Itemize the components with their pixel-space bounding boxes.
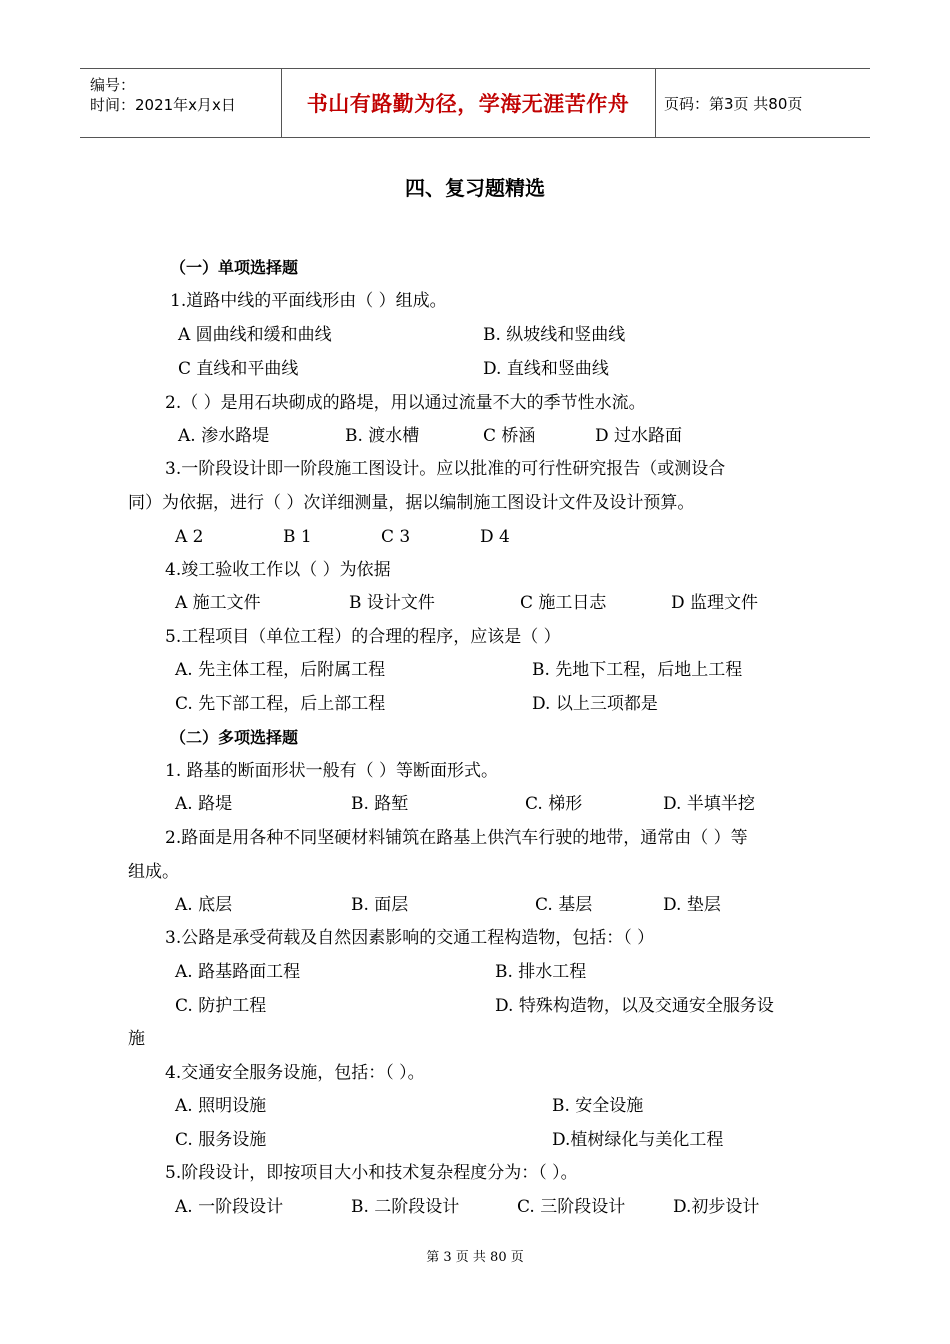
option-continuation: 施 <box>128 1029 145 1049</box>
header-divider <box>655 69 656 137</box>
option: B 设计文件 <box>349 593 435 613</box>
option: B. 面层 <box>351 895 409 915</box>
option: D. 直线和竖曲线 <box>483 359 609 379</box>
question-stem: 4.交通安全服务设施，包括：（ ）。 <box>165 1063 425 1083</box>
option: C. 服务设施 <box>175 1130 267 1150</box>
option: C. 防护工程 <box>175 996 267 1016</box>
question-stem: 3.一阶段设计即一阶段施工图设计。应以批准的可行性研究报告（或测设合 <box>165 459 726 479</box>
section-heading: （一）单项选择题 <box>170 258 299 277</box>
option: B. 安全设施 <box>552 1096 644 1116</box>
question-stem: 1.道路中线的平面线形由（ ）组成。 <box>170 291 447 311</box>
header-meta <box>90 75 236 115</box>
question-stem: 4.竣工验收工作以（ ）为依据 <box>165 560 391 580</box>
option: D. 以上三项都是 <box>532 694 658 714</box>
option: A 施工文件 <box>175 593 261 613</box>
option: D. 垫层 <box>663 895 721 915</box>
option: A 圆曲线和缓和曲线 <box>178 325 332 345</box>
option: B. 渡水槽 <box>345 426 420 446</box>
option: B. 先地下工程，后地上工程 <box>532 660 743 680</box>
option: A. 一阶段设计 <box>175 1197 284 1217</box>
question-stem: 同）为依据，进行（ ）次详细测量，据以编制施工图设计文件及设计预算。 <box>128 493 695 513</box>
time-label: 时间：2021年x月x日 <box>90 96 236 114</box>
option: D 监理文件 <box>671 593 759 613</box>
page-header <box>80 68 870 138</box>
option: A. 路基路面工程 <box>175 962 301 982</box>
option: C. 先下部工程，后上部工程 <box>175 694 386 714</box>
option: B. 路堑 <box>351 794 409 814</box>
option: D.植树绿化与美化工程 <box>552 1130 724 1150</box>
option: A. 路堤 <box>175 794 233 814</box>
option: C. 三阶段设计 <box>517 1197 626 1217</box>
option: B. 二阶段设计 <box>351 1197 460 1217</box>
question-stem: 5.阶段设计，即按项目大小和技术复杂程度分为：（ ）。 <box>165 1163 578 1183</box>
question-stem: 5.工程项目（单位工程）的合理的程序，应该是（ ） <box>165 627 561 647</box>
section-heading: （二）多项选择题 <box>170 728 299 747</box>
option: A 2 <box>175 527 204 547</box>
question-stem: 2.路面是用各种不同坚硬材料铺筑在路基上供汽车行驶的地带，通常由（ ）等 <box>165 828 748 848</box>
option: D. 特殊构造物，以及交通安全服务设 <box>495 996 774 1016</box>
option: A. 底层 <box>175 895 233 915</box>
question-stem: 1. 路基的断面形状一般有（ ）等断面形式。 <box>165 761 499 781</box>
header-page-info: 页码：第3页 共80页 <box>664 94 803 113</box>
option: D 4 <box>480 527 510 547</box>
header-motto: 书山有路勤为径，学海无涯苦作舟 <box>306 92 630 116</box>
option: D 过水路面 <box>595 426 683 446</box>
page-title: 四、复习题精选 <box>405 176 545 200</box>
option: C 直线和平曲线 <box>178 359 299 379</box>
option: A. 先主体工程，后附属工程 <box>175 660 386 680</box>
page-footer: 第 3 页 共 80 页 <box>426 1250 524 1265</box>
option: C. 梯形 <box>525 794 583 814</box>
option: C 施工日志 <box>520 593 607 613</box>
option: B. 排水工程 <box>495 962 587 982</box>
option: D. 半填半挖 <box>663 794 755 814</box>
option: C 桥涵 <box>483 426 536 446</box>
number-label: 编号： <box>90 76 136 94</box>
option: B. 纵坡线和竖曲线 <box>483 325 626 345</box>
option: B 1 <box>283 527 312 547</box>
option: A. 渗水路堤 <box>178 426 270 446</box>
option: D.初步设计 <box>673 1197 760 1217</box>
question-stem: 2.（ ）是用石块砌成的路堤，用以通过流量不大的季节性水流。 <box>165 393 646 413</box>
option: A. 照明设施 <box>175 1096 267 1116</box>
option: C. 基层 <box>535 895 593 915</box>
question-stem: 3.公路是承受荷载及自然因素影响的交通工程构造物，包括：（ ） <box>165 928 655 948</box>
option: C 3 <box>381 527 411 547</box>
question-stem: 组成。 <box>128 862 179 882</box>
